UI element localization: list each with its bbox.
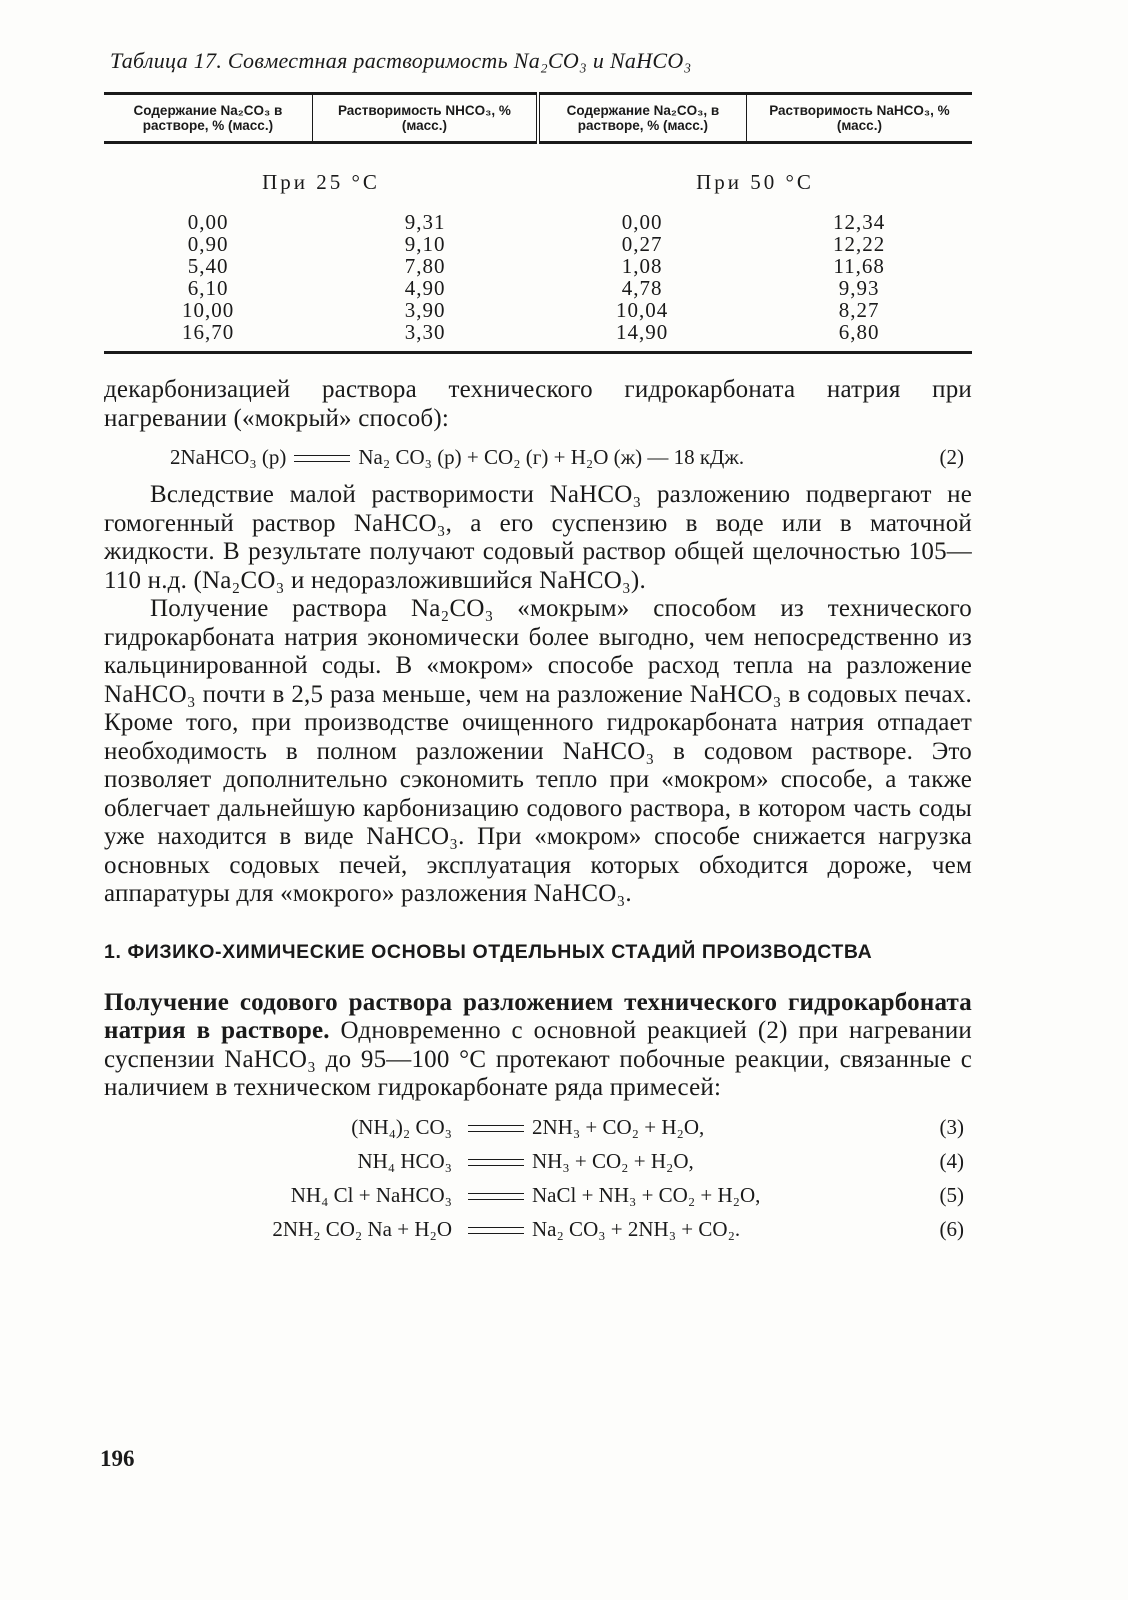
equation-6: [104, 1213, 972, 1247]
paragraph-decarbonization: декарбонизацией раствора технического гидрокарбоната натрия при нагревании («мокрый» способ):: [104, 376, 972, 432]
equation-products: Na₂ CO₃ + 2NH₃ + CO₂.: [532, 1216, 741, 1241]
table-cell: 0,90: [187, 232, 229, 256]
equilibrium-arrow-icon: [468, 1158, 524, 1168]
table-cell: 11,68: [833, 254, 885, 278]
equation-2-left: 2NaHCO₃ (р): [170, 445, 287, 469]
table-cell: 0,00: [621, 210, 663, 234]
table-cell: 4,78: [621, 276, 663, 300]
table-row: [104, 255, 972, 277]
equation-number: (5): [939, 1182, 964, 1207]
table-cell: 7,80: [404, 254, 446, 278]
header-na2co3-50: Содержание Na₂CO₃, в растворе, % (масс.): [538, 94, 746, 143]
table-row: [104, 211, 972, 233]
solubility-table: [104, 92, 972, 354]
table-cell: 9,10: [404, 232, 446, 256]
paragraph-wet-method: Получение раствора Na₂CO₃ «мокрым» способом из технического гидрокарбоната натрия экономически более выгодно, чем непосредственно из кальцинированной соды. В «мокром» способе расход тепла на разложение NaHCO₃ почти в 2,5 раза меньше, чем на разложение NaHCO₃ в содовых печах. Кроме того, при производстве очищенного гидрокарбоната натрия отпадает необходимость в полном разложении NaHCO₃ в содовом растворе. Это позволяет дополнительно сэкономить тепло при «мокром» способе, а также облегчает дальнейшую карбонизацию содового раствора, в котором часть соды уже находится в виде NaHCO₃. При «мокром» способе снижается нагрузка основных содовых печей, эксплуатация которых обходится дороже, чем аппаратуры для «мокрого» разложения NaHCO₃.: [104, 595, 972, 907]
equation-4: [104, 1145, 972, 1179]
equation-right: [460, 1183, 760, 1208]
equation-2-body: [170, 445, 744, 470]
equation-products: 2NH₃ + CO₂ + H₂O,: [532, 1114, 705, 1139]
header-solubility-50: Растворимость NaHCO₃, % (масс.): [746, 94, 972, 143]
equation-2-number: (2): [939, 445, 964, 469]
table-cell: 12,22: [833, 232, 886, 256]
table-cell: 3,90: [404, 298, 446, 322]
equation-left: (NH₄)₂ CO₃: [351, 1114, 452, 1139]
equation-products: NaCl + NH₃ + CO₂ + H₂O,: [532, 1182, 761, 1207]
equation-left: NH₄ Cl + NaHCO₃: [290, 1182, 452, 1207]
equation-products: NH₃ + CO₂ + H₂O,: [532, 1148, 694, 1173]
group-25c: При 25 °C: [262, 170, 380, 194]
table-cell: 10,00: [182, 298, 235, 322]
table-cell: 9,93: [838, 276, 880, 300]
table-cell: 0,27: [621, 232, 663, 256]
table-row: [104, 277, 972, 299]
equation-list: [104, 1111, 972, 1247]
equilibrium-arrow-icon: [468, 1192, 524, 1202]
table-cell: 4,90: [404, 276, 446, 300]
equation-3: [104, 1111, 972, 1145]
equation-5: [104, 1179, 972, 1213]
paragraph-body: Одновременно с основной реакцией (2) при нагревании суспензии NaHCO₃ до 95—100 °C протекают побочные реакции, связанные с наличием в техническом гидрокарбонате ряда примесей:: [104, 1017, 972, 1101]
table-cell: 8,27: [838, 298, 880, 322]
equation-number: (6): [939, 1216, 964, 1241]
equation-number: (4): [939, 1148, 964, 1173]
table-row: [104, 321, 972, 353]
table-cell: 14,90: [538, 321, 746, 353]
page: [104, 40, 972, 1247]
table-row: [104, 233, 972, 255]
equilibrium-arrow-icon: [294, 454, 350, 464]
paragraph-lead-in: Получение содового раствора разложением технического гидрокарбоната натрия в растворе.: [104, 988, 972, 1044]
page-number: 196: [100, 1446, 135, 1471]
table-caption: Таблица 17. Совместная растворимость Na₂CO₃ и NaHCO₃: [110, 48, 692, 73]
table-cell: 9,31: [404, 210, 446, 234]
table-cell: 10,04: [616, 298, 669, 322]
group-50c: При 50 °C: [696, 170, 814, 194]
header-na2co3-25: Содержание Na₂CO₃ в растворе, % (масс.): [104, 94, 312, 143]
equation-right: [460, 1149, 694, 1174]
equation-right: [460, 1115, 704, 1140]
equation-left: 2NH₂ CO₂ Na + H₂O: [272, 1216, 452, 1241]
table-cell: 1,08: [621, 254, 663, 278]
equilibrium-arrow-icon: [468, 1124, 524, 1134]
equation-2-right: Na₂ CO₃ (р) + CO₂ (г) + H₂O (ж) — 18 кДж.: [358, 445, 745, 469]
table-cell: 6,80: [746, 321, 972, 353]
table-cell: 5,40: [187, 254, 229, 278]
equation-left: NH₄ HCO₃: [357, 1148, 452, 1173]
table-row: [104, 299, 972, 321]
paragraph-side-reactions: [104, 989, 972, 1103]
table-cell: 0,00: [187, 210, 229, 234]
table-cell: 12,34: [833, 210, 886, 234]
table-cell: 16,70: [104, 321, 312, 353]
section-heading: 1. ФИЗИКО-ХИМИЧЕСКИЕ ОСНОВЫ ОТДЕЛЬНЫХ СТАДИЙ ПРОИЗВОДСТВА: [104, 940, 873, 963]
table-cell: 3,30: [312, 321, 538, 353]
paragraph-suspension: Вследствие малой растворимости NaHCO₃ разложению подвергают не гомогенный раствор NaHCO₃, а его суспензию в воде или в маточной жидкости. В результате получают содовый раствор общей щелочностью 105—110 н.д. (Na₂CO₃ и недоразложившийся NaHCO₃).: [104, 481, 972, 594]
equation-number: (3): [939, 1114, 964, 1139]
equilibrium-arrow-icon: [468, 1226, 524, 1236]
header-solubility-25: Растворимость NHCO₃, % (масс.): [312, 94, 538, 143]
equation-right: [460, 1217, 740, 1242]
equation-2: [104, 439, 972, 473]
table-cell: 6,10: [187, 276, 229, 300]
